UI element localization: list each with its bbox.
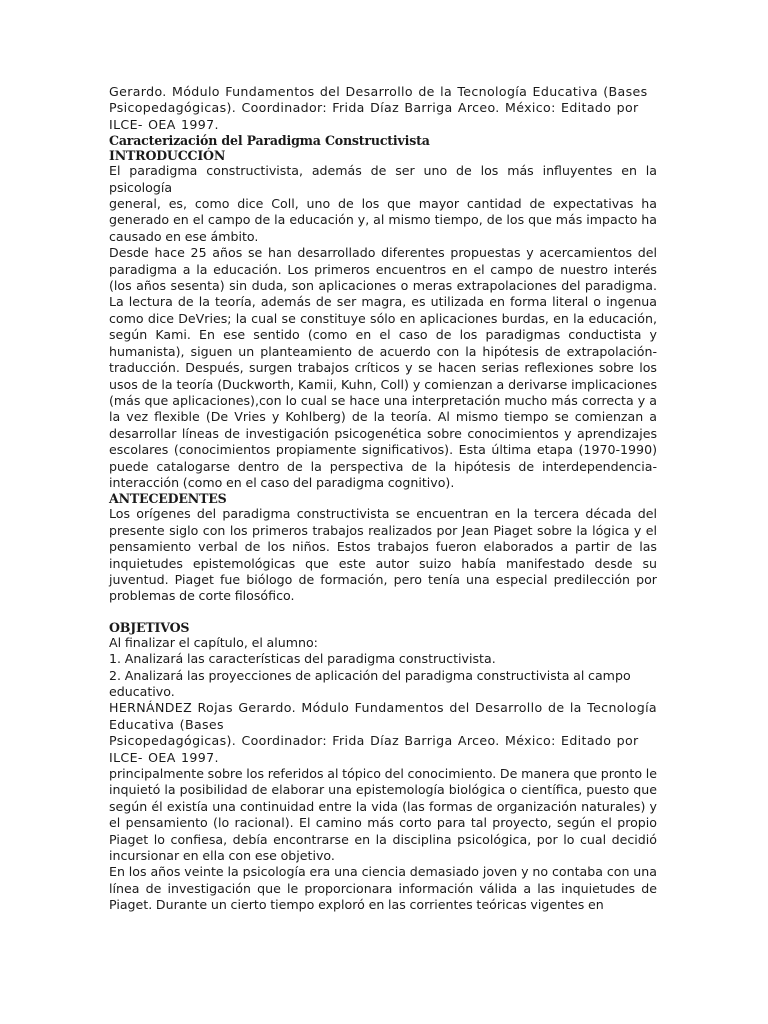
reference-2-line-2: Psicopedagógicas). Coordinador: Frida Díaz Barriga Arceo. México: Editado por ILCE- OEA 1997. (109, 733, 639, 765)
document-title: Caracterización del Paradigma Constructivista (109, 133, 430, 149)
objetivo-item-2: 2. Analizará las proyecciones de aplicación del paradigma constructivista al campo educativo. (109, 667, 631, 699)
objetivos-intro: Al finalizar el capítulo, el alumno: (109, 634, 318, 650)
heading-objetivos: OBJETIVOS (109, 619, 190, 635)
spacer (109, 605, 657, 620)
intro-paragraph-2: Desde hace 25 años se han desarrollado diferentes propuestas y acercamientos del paradigma a la educación. Los primeros encuentros en el campo de nuestro interés (los años sesenta) sin duda, son aplicaciones o meras extrapolaciones del paradigma. La lectura de la teoría, además de ser magra, es utilizada en forma literal o ingenua como dice DeVries; la cual se constituye sólo en aplicaciones burdas, en la educación, según Kami. En ese sentido (como en el caso de los paradigmas conductista y humanista), siguen un planteamiento de acuerdo con la hipótesis de extrapolación-traducción. Después, surgen trabajos críticos y se hacen serias reflexiones sobre los usos de la teoría (Duckworth, Kamii, Kuhn, Coll) y comienzan a derivarse implicaciones (más que aplicaciones),con lo cual se hace una interpretación mucho más correcta y a la vez flexible (De Vries y Kohlberg) de la teoría. Al mismo tiempo se comienzan a desarrollar líneas de investigación psicogenética sobre conocimientos y aprendizajes escolares (conocimientos propiamente significativos). Esta última etapa (1970-1990) puede catalogarse dentro de la perspectiva de la hipótesis de interdependencia-interacción (como en el caso del paradigma cognitivo). (109, 245, 657, 490)
intro-paragraph-1-line-1: El paradigma constructivista, además de ser uno de los más influyentes en la psicología (109, 163, 657, 195)
reference-line-2: Psicopedagógicas). Coordinador: Frida Díaz Barriga Arceo. México: Editado por ILCE- OEA 1997. (109, 100, 639, 132)
continuation-paragraph-1: principalmente sobre los referidos al tópico del conocimiento. De manera que pronto le inquietó la posibilidad de elaborar una epistemología biológica o científica, puesto que según él existía una continuidad entre la vida (las formas de organización naturales) y el pensamiento (lo racional). El camino más corto para tal proyecto, según el propio Piaget lo confiesa, debía encontrarse en la disciplina psicológica, por lo cual decidió incursionar en ella con ese objetivo. (109, 766, 657, 864)
heading-introduccion: INTRODUCCIÓN (109, 148, 226, 164)
continuation-paragraph-2: En los años veinte la psicología era una ciencia demasiado joven y no contaba con una línea de investigación que le proporcionara información válida a las inquietudes de Piaget. Durante un cierto tiempo exploró en las corrientes teóricas vigentes en (109, 864, 657, 913)
reference-line-1: Gerardo. Módulo Fundamentos del Desarrollo de la Tecnología Educativa (Bases (109, 84, 648, 99)
document-page (109, 84, 657, 914)
reference-2-line-1: HERNÁNDEZ Rojas Gerardo. Módulo Fundamentos del Desarrollo de la Tecnología Educativa (Bases (109, 700, 657, 732)
antecedentes-paragraph: Los orígenes del paradigma constructivista se encuentran en la tercera década del presente siglo con los primeros trabajos realizados por Jean Piaget sobre la lógica y el pensamiento verbal de los niños. Estos trabajos fueron elaborados a partir de las inquietudes epistemológicas que este autor suizo había manifestado desde su juventud. Piaget fue biólogo de formación, pero tenía una especial predilección por problemas de corte filosófico. (109, 506, 657, 604)
objetivo-item-1: 1. Analizará las características del paradigma constructivista. (109, 651, 496, 667)
intro-paragraph-1-line-2: general, es, como dice Coll, uno de los que mayor cantidad de expectativas ha generado en el campo de la educación y, al mismo tiempo, de los que más impacto ha causado en ese ámbito. (109, 196, 657, 244)
heading-antecedentes: ANTECEDENTES (109, 491, 227, 507)
